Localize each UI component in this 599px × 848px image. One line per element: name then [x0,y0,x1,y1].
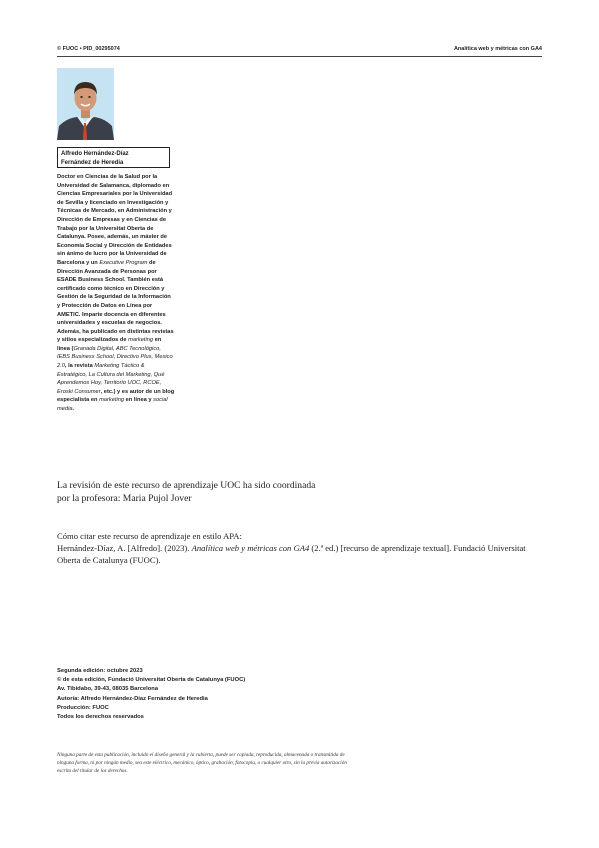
imprint-line: Segunda edición: octubre 2023 [57,668,143,674]
header-rule [57,56,542,57]
review-coordination-note [57,479,387,505]
bio-text-run: . [72,406,75,413]
bio-italic-run: Granada Digital, ABC Tecnológico, IEBS Business School, Directivo Plus, Mexico 2.0 [57,345,173,370]
author-name-line-2: Fernández de Heredia [61,159,124,166]
review-line-2: por la profesora: Maria Pujol Jover [57,493,192,504]
bio-text-run: , etc.) y es autor de un blog especialista en [57,388,175,404]
review-line-1: La revisión de este recurso de aprendizaje UOC ha sido coordinada [57,480,316,491]
imprint-line: Todos los derechos reservados [57,714,144,721]
imprint-block [57,667,357,722]
imprint-line: Autoría: Alfredo Hernández-Díaz Fernández de Heredia [57,695,208,702]
bio-text-run: Doctor en Ciencias de la Salud por la Universidad de Salamanca, diplomado en Ciencias Empresariales por la Universidad de Sevilla y licenciado en Investigación y Técnicas de Mercado, en Administración y Dirección de Empresas y en Ciencias de Trabajo por la Universitat Oberta de Catalunya. Posee, además, un máster de Economía Social y Dirección de Entidades sin ánimo de lucro por la Universidad de Barcelona y un [57,174,173,266]
author-bio [57,173,175,414]
bio-text-run: , la revista [64,363,95,370]
bio-italic-run: marketing [128,337,154,344]
header-right: Analítica web y métricas con GA4 [453,46,542,52]
bio-text-run: de Dirección Avanzada de Personas por ESADE Business School. También está certificado como técnico en Dirección y Gestión de la Seguridad de la Información y Protección de Datos en Línea por AMETIC. Imparte docencia en diferentes universidades y escuelas de negocios. Además, ha publicado en distintas revistas y sitios especializados de [57,259,174,344]
imprint-line: Av. Tibidabo, 39-43, 08035 Barcelona [57,686,159,693]
citation-authors: Hernández-Díaz, A. [Alfredo]. (2023). [57,543,192,554]
bio-text-run: en línea ( [57,337,162,352]
imprint-line: © de esta edición, Fundació Universitat Oberta de Catalunya (FUOC) [57,677,246,684]
header-left: © FUOC • PID_00295074 [57,46,120,52]
author-photo [57,68,114,140]
bio-italic-run: Executive Program [99,259,148,266]
bio-italic-run: marketing [99,397,125,404]
citation-heading: Cómo citar este recurso de aprendizaje en estilo APA: [57,531,242,541]
rights-notice: Ninguna parte de esta publicación, incluido el diseño general y la cubierta, puede ser copiada, reproducida, almacenada o transmitida de ninguna forma, ni por ningún medio, sea este eléctrico, mecánico, óptico, grabación, fotocopia, o cualquier otro, sin la previa autorización escrita del titular de los derechos. [57,752,347,774]
author-name-box [57,147,170,168]
citation-title: Analítica web y métricas con GA4 [191,543,310,554]
citation-edition: (2.ª ed.) [recurso de aprendizaje textual]. Fundació Universitat Oberta de Catalunya (FUOC). [57,543,526,566]
author-name-line-1: Alfredo Hernández-Díaz [61,151,129,157]
imprint-line: Producción: FUOC [57,704,109,711]
bio-italic-run: Marketing Táctico & Estratégico, La Cultura del Marketing, Qué Aprendemos Hoy, Territorio UOC, RCOE, Eroski Consumer [57,363,165,395]
bio-text-run: en línea y [124,397,154,404]
citation-block [57,530,532,567]
bio-italic-run: social media [57,397,168,413]
citation-text [57,542,532,566]
author-portrait-image [57,68,114,140]
